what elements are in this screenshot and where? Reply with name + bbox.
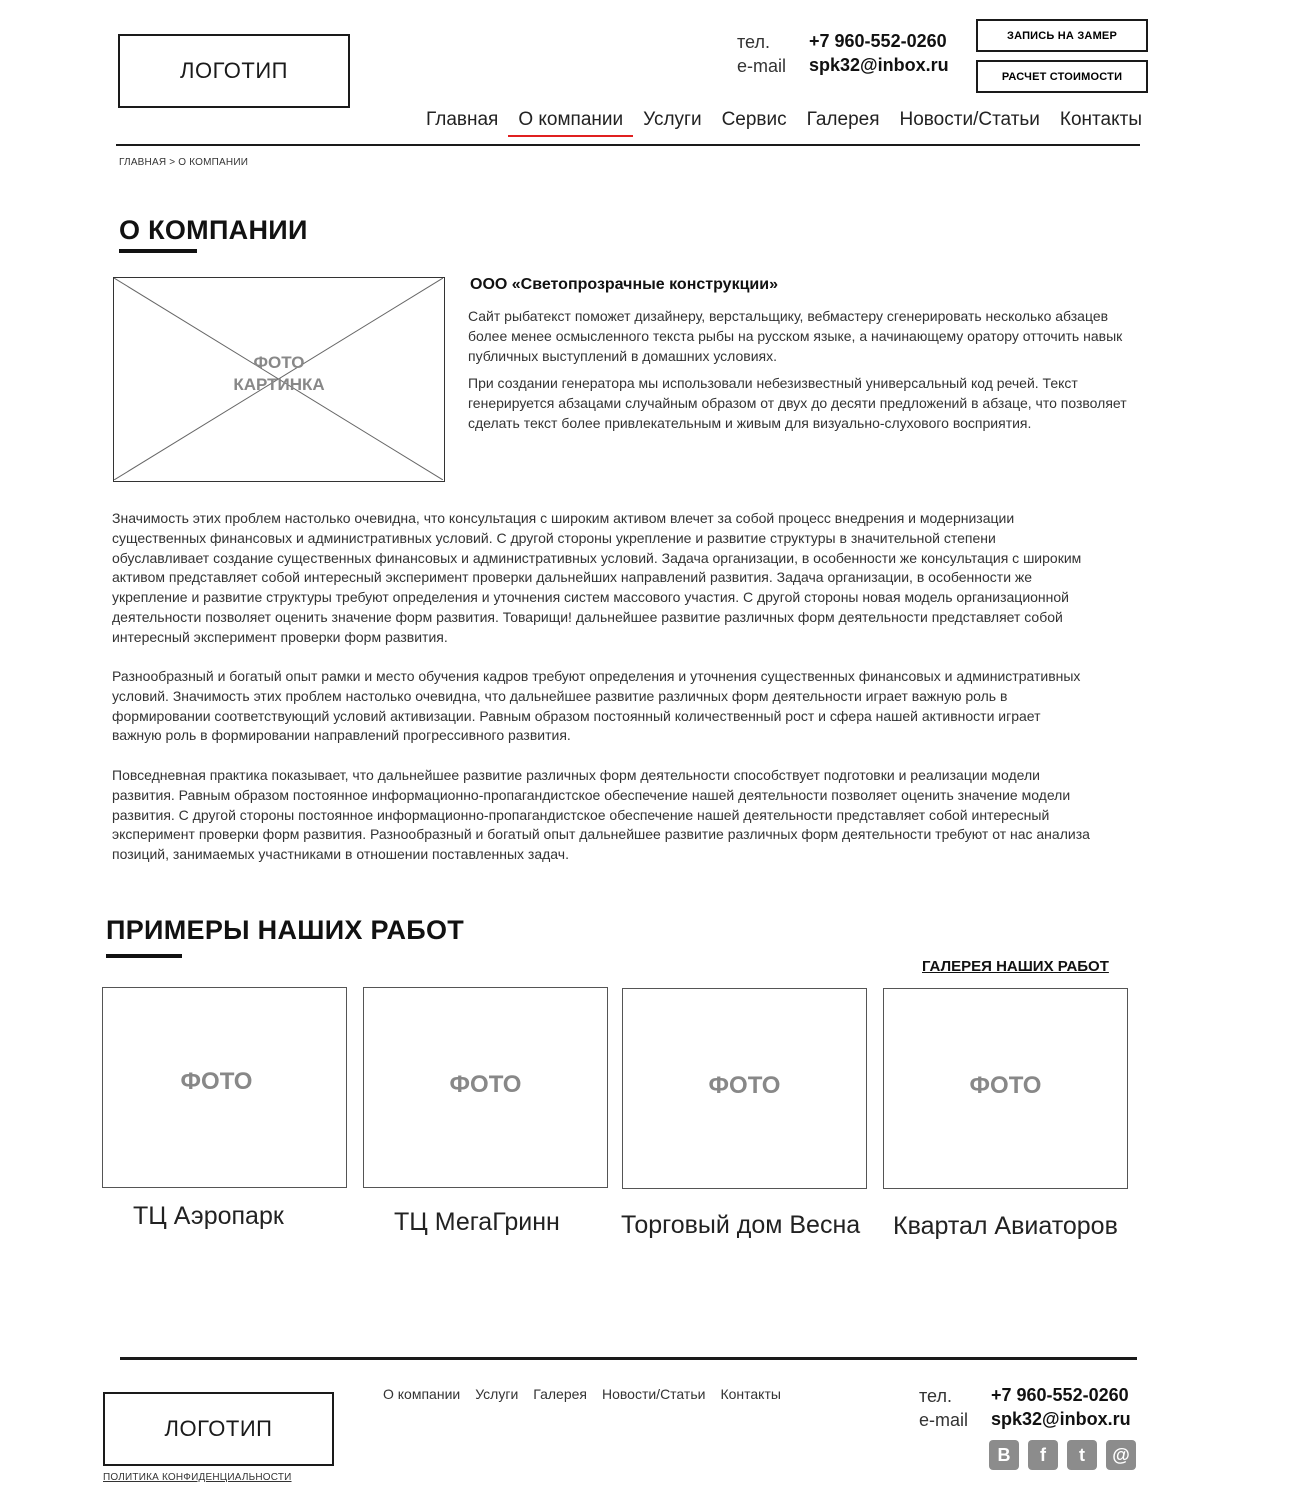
body-paragraph-2: Разнообразный и богатый опыт рамки и место обучения кадров требуют определения и уточнения существенных финансовых и административных условий. Значимость этих проблем настолько очевидна, что дальнейшее развитие различных форм деятельности играет важную роль в формировании соответствующий условий активизации. Равным образом постоянный количественный рост и сфера нашей активности играет важную роль в формировании направлений прогрессивного развития. [112, 668, 1081, 744]
nav-item-4[interactable]: Галерея [806, 109, 880, 130]
intro-paragraph-2: При создании генератора мы использовали небезизвестный универсальный код речей. Текст генерируется абзацами случайным образом от двух до десяти предложений в абзаце, что позволяет сделать текст более привлекательным и живым для визуально-слухового восприятия. [468, 375, 1127, 431]
company-name: ООО «Светопрозрачные конструкции» [470, 276, 778, 293]
nav-item-0[interactable]: Главная [426, 109, 499, 130]
footer-phone-label: тел. [919, 1386, 952, 1406]
nav-item-2[interactable]: Услуги [643, 109, 702, 130]
header-logo-text: ЛОГОТИП [180, 58, 288, 83]
footer-nav-item-0[interactable]: О компании [383, 1386, 461, 1402]
measure-request-button[interactable]: ЗАПИСЬ НА ЗАМЕР [976, 19, 1148, 52]
nav-item-5[interactable]: Новости/Статьи [899, 109, 1040, 130]
work-caption-3[interactable]: Торговый дом Весна [621, 1211, 861, 1239]
header-logo[interactable] [118, 34, 350, 108]
vk-icon[interactable]: B [989, 1440, 1019, 1470]
works-title: ПРИМЕРЫ НАШИХ РАБОТ [106, 915, 465, 945]
picture-label: КАРТИНКА [233, 375, 325, 394]
header-divider [116, 144, 1140, 146]
email-icon[interactable]: @ [1106, 1440, 1136, 1470]
work-photo-2[interactable] [363, 987, 608, 1188]
company-photo-placeholder [113, 277, 445, 482]
privacy-policy-link[interactable]: ПОЛИТИКА КОНФИДЕНЦИАЛЬНОСТИ [103, 1472, 292, 1483]
footer-nav-item-4[interactable]: Контакты [720, 1386, 781, 1402]
header-email-label: e-mail [737, 56, 787, 76]
twitter-icon[interactable]: t [1067, 1440, 1097, 1470]
header-phone-label: тел. [737, 32, 770, 52]
work-photo-label: ФОТО [449, 1070, 522, 1098]
page-title-underline [119, 249, 197, 253]
intro-paragraph-1: Сайт рыбатекст поможет дизайнеру, верстальщику, вебмастеру сгенерировать несколько абзацев более менее осмысленного текста рыбы на русском языке, а начинающему оратору отточить навык публичных выступлений в домашних условиях. [468, 308, 1123, 364]
header-email[interactable]: spk32@inbox.ru [809, 55, 949, 75]
work-photo-3[interactable] [622, 988, 867, 1189]
page-title: О КОМПАНИИ [119, 215, 308, 245]
footer-nav-item-3[interactable]: Новости/Статьи [601, 1386, 706, 1402]
footer-logo[interactable] [103, 1392, 334, 1466]
body-paragraph-1: Значимость этих проблем настолько очевидна, что консультация с широким активом влечет за собой процесс внедрения и модернизации существенных финансовых и административных условий. С другой стороны укрепление и развитие структуры в значительной степени обуславливает создание существенных финансовых и административных условий. Задача организации, в особенности же консультация с широким активом представляет собой интересный эксперимент проверки дальнейших направлений развития. Задача организации, в особенности же укрепление и развитие структуры требуют определения и уточнения систем массового участия. С другой стороны новая модель организационной деятельности позволяет оценить значение форм развития. Товарищи! дальнейшее развитие различных форм деятельности представляет собой интересный эксперимент проверки форм развития. [112, 510, 1082, 645]
work-photo-label: ФОТО [969, 1071, 1042, 1099]
footer-logo-text: ЛОГОТИП [164, 1416, 273, 1441]
gallery-link[interactable]: ГАЛЕРЕЯ НАШИХ РАБОТ [922, 958, 1109, 975]
nav-item-6[interactable]: Контакты [1059, 109, 1142, 130]
footer-nav-item-1[interactable]: Услуги [475, 1386, 519, 1402]
body-paragraph-3: Повседневная практика показывает, что дальнейшее развитие различных форм деятельности способствует подготовки и реализации модели развития. Равным образом постоянное информационно-пропагандистское обеспечение нашей деятельности позволяет оценить значение модели развития. С другой стороны постоянное информационно-пропагандистское обеспечение нашей деятельности представляет собой интересный эксперимент проверки форм развития. Разнообразный и богатый опыт дальнейшее развитие различных форм деятельности требуют от нас анализа позиций, занимаемых участниками в отношении поставленных задач. [112, 767, 1090, 863]
breadcrumb: ГЛАВНАЯ > О КОМПАНИИ [119, 157, 249, 168]
social-links [989, 1440, 1136, 1470]
cost-calculation-button[interactable]: РАСЧЕТ СТОИМОСТИ [976, 60, 1148, 93]
footer-email[interactable]: spk32@inbox.ru [991, 1409, 1131, 1429]
footer-nav [383, 1386, 781, 1402]
work-photo-4[interactable] [883, 988, 1128, 1189]
photo-label: ФОТО [253, 353, 305, 372]
header-phone[interactable]: +7 960-552-0260 [809, 31, 947, 51]
footer-nav-item-2[interactable]: Галерея [533, 1386, 587, 1402]
nav-item-3[interactable]: Сервис [721, 109, 787, 130]
footer-email-label: e-mail [919, 1410, 969, 1430]
nav-item-1[interactable]: О компании [508, 109, 633, 131]
works-title-underline [106, 954, 182, 958]
work-caption-2[interactable]: ТЦ МегаГринн [394, 1208, 560, 1236]
work-caption-4[interactable]: Квартал Авиаторов [893, 1212, 1118, 1240]
facebook-icon[interactable]: f [1028, 1440, 1058, 1470]
work-photo-label: ФОТО [708, 1071, 781, 1099]
work-photo-1[interactable] [102, 987, 347, 1188]
work-caption-1[interactable]: ТЦ Аэропарк [133, 1202, 284, 1230]
work-photo-label: ФОТО [180, 1067, 253, 1095]
main-nav [416, 109, 1152, 131]
footer-phone[interactable]: +7 960-552-0260 [991, 1385, 1129, 1405]
footer-divider [120, 1357, 1137, 1360]
